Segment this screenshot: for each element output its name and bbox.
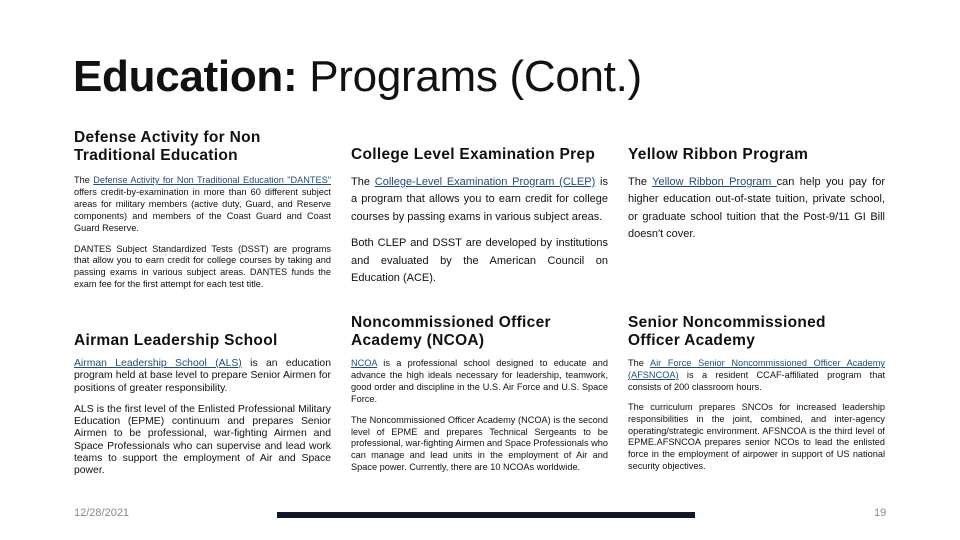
text: The [351, 176, 375, 188]
dantes-link[interactable]: Defense Activity for Non Traditional Education "DANTES" [93, 175, 331, 185]
yellow-ribbon-link[interactable]: Yellow Ribbon Program [652, 176, 777, 188]
section-yellow-ribbon [628, 146, 885, 244]
section-paragraph: DANTES Subject Standardized Tests (DSST) are programs that allow you to earn credit for college courses by taking and passing exams in various subject areas. DANTES funds the exam fee for the first attempt for each test title. [74, 243, 331, 290]
section-heading: Yellow Ribbon Program [628, 146, 809, 163]
footer-divider-bar [277, 512, 695, 518]
section-als [74, 332, 331, 478]
section-sncoa [628, 314, 885, 473]
clep-link[interactable]: College-Level Examination Program (CLEP) [374, 176, 596, 188]
text: The [74, 175, 94, 185]
page-number: 19 [874, 507, 887, 519]
text: is a program that allows you to earn credit for college courses by passing exams in various subject areas. [351, 176, 608, 223]
footer-date: 12/28/2021 [74, 507, 130, 519]
section-heading: Senior Noncommissioned Officer Academy [628, 314, 826, 349]
section-dantes [74, 129, 331, 291]
title-bold: Education: [73, 52, 298, 101]
section-paragraph: The curriculum prepares SNCOs for increased leadership responsibilities in the joint, combined, and inter-agency operating/strategic environment. AFSNCOA is the third level of EPME.AFSNCOA prepares senior NCOs to lead the enlisted force in the employment of airpower in support of US national security objectives. [628, 401, 885, 472]
title-rest: Programs (Cont.) [297, 52, 642, 101]
section-paragraph [628, 358, 885, 394]
ncoa-link[interactable]: NCOA [351, 358, 378, 368]
als-link[interactable]: Airman Leadership School (ALS) [74, 358, 242, 369]
afsncoa-link[interactable]: Air Force Senior Noncommissioned Officer Academy (AFSNCOA) [628, 358, 885, 380]
section-clep [351, 146, 608, 287]
section-ncoa [351, 314, 608, 474]
text: offers credit-by-examination in more than 60 different subject areas for military members (active duty, Guard, and Reserve components) and members of the Coast Guard and Coast Guard Reserve. [74, 186, 331, 233]
section-paragraph [351, 358, 608, 406]
text: The [628, 176, 653, 188]
slide-title [73, 52, 642, 102]
section-paragraph: The Noncommissioned Officer Academy (NCOA) is the second level of EPME and prepares Technical Sergeants to be professional, war-fighting Airmen and Space Professionals who can manage and lead units in the employment of Air and Space power. Currently, there are 10 NCOAs worldwide. [351, 414, 608, 473]
text: is a resident CCAF-affiliated program that consists of 200 classroom hours. [628, 369, 885, 392]
section-paragraph [351, 174, 608, 226]
section-heading: Noncommissioned Officer Academy (NCOA) [351, 314, 551, 349]
section-paragraph: Both CLEP and DSST are developed by institutions and evaluated by the American Council on Education (ACE). [351, 237, 608, 285]
section-paragraph [74, 175, 331, 235]
text: The [628, 358, 651, 368]
text: is an education program held at base level to prepare Senior Airmen for positions of greater responsibility. [74, 358, 331, 394]
section-paragraph [628, 174, 885, 244]
text: can help you pay for higher education out-of-state tuition, private school, or graduate school tuition that the Post-9/11 GI Bill doesn't cover. [628, 176, 885, 241]
section-paragraph [74, 358, 331, 395]
section-heading: Airman Leadership School [74, 332, 278, 349]
section-paragraph: ALS is the first level of the Enlisted Professional Military Education (EPME) continuum and prepares Senior Airmen to be professional, war-fighting Airmen and Space Professionals who can supervise and lead work teams to support the employment of Air and Space power. [74, 403, 331, 477]
text: is a professional school designed to educate and advance the high ideals necessary for leadership, teamwork, good order and discipline in the U.S. Air Force and U.S. Space Force. [351, 358, 608, 404]
section-heading: College Level Examination Prep [351, 146, 596, 163]
section-heading: Defense Activity for Non Traditional Education [74, 129, 261, 164]
